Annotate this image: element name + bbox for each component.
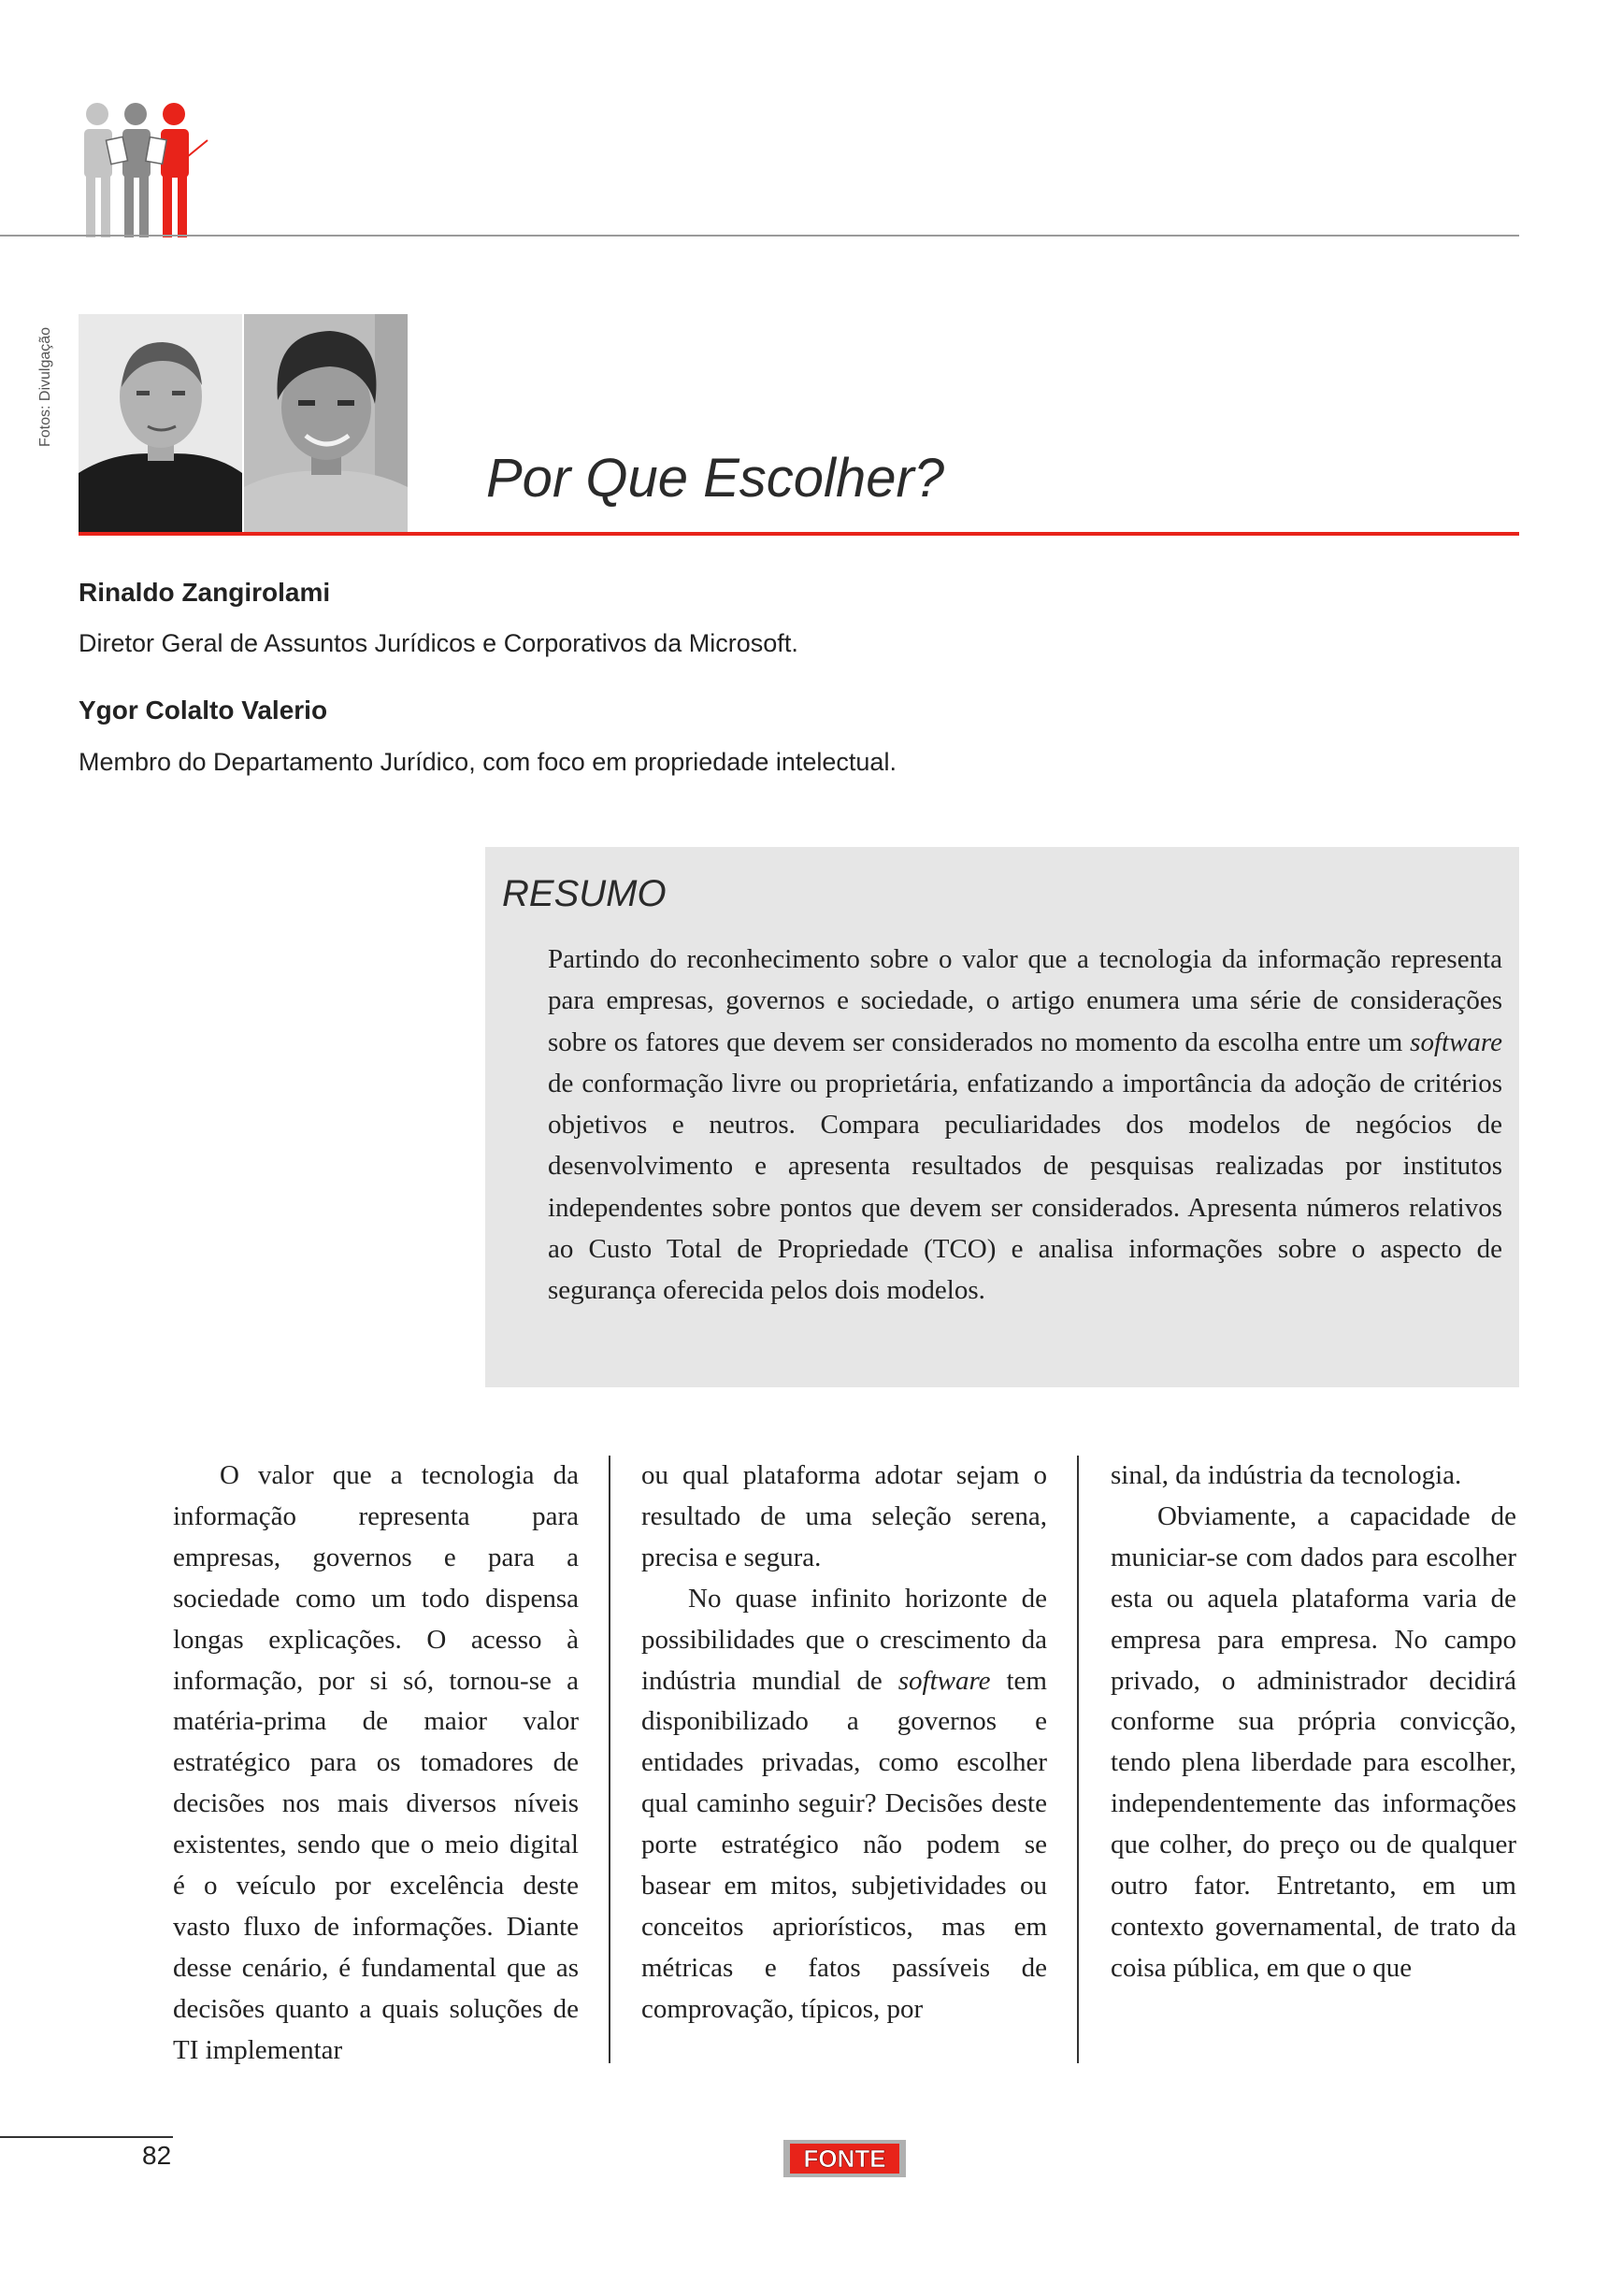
paragraph: ou qual plataforma adotar sejam o resultado de uma seleção serena, precisa e segura.	[641, 1460, 1047, 1572]
title-rule	[79, 532, 1519, 536]
footer-rule	[0, 2136, 173, 2138]
abstract-box	[485, 847, 1519, 1387]
paragraph: O valor que a tecnologia da informação representa para empresas, governos e para a sociedade como um todo dispensa longas explicações. O acesso à informação, por si só, tornou-se a matéria-prima de maior valor estratégico para os tomadores de decisões nos mais diversos níveis existentes, sendo que o meio digital é o veículo por excelência deste vasto fluxo de informações. Diante desse cenário, é fundamental que as decisões quanto a quais soluções de TI implementar	[173, 1460, 579, 2065]
abstract-heading: RESUMO	[502, 873, 667, 914]
paragraph	[641, 1579, 1047, 2031]
author-name: Rinaldo Zangirolami	[79, 578, 331, 607]
article-title: Por Que Escolher?	[486, 448, 945, 509]
author-role: Membro do Departamento Jurídico, com foco em propriedade intelectual.	[79, 748, 897, 776]
author-name: Ygor Colalto Valerio	[79, 696, 328, 725]
author-photo-rinaldo	[79, 314, 242, 533]
paragraph-part: tem disponibilizado a governos e entidades privadas, como escolher qual caminho seguir? Decisões deste porte estratégico não podem se basear em mitos, subjetividades ou conceitos apriorísticos, mas em métricas e fatos passíveis de comprovação, típicos, por	[641, 1665, 1047, 2024]
abstract-text	[548, 939, 1502, 1312]
paragraph-part: No quase infinito horizonte de possibilidades que o crescimento da indústria mundial de	[641, 1583, 1047, 1696]
body-column-2	[641, 1456, 1047, 2031]
paragraph: sinal, da indústria da tecnologia.	[1111, 1460, 1462, 1490]
people-figures-icon	[77, 101, 217, 237]
paragraph: Obviamente, a capacidade de municiar-se com dados para escolher esta ou aquela plataforma varia de empresa para empresa. No campo privado, o administrador decidirá conforme sua própria convicção, tendo plena liberdade para escolher, independentemente das informações que colher, do preço ou de qualquer outro fator. Entretanto, em um contexto governamental, de trato da coisa pública, em que o que	[1111, 1500, 1516, 1983]
abstract-text-part: Partindo do reconhecimento sobre o valor que a tecnologia da informação representa para empresas, governos e sociedade, o artigo enumera uma série de considerações sobre os fatores que devem ser considerados no momento da escolha entre um	[548, 944, 1502, 1057]
author-photo-ygor	[244, 314, 408, 533]
body-column-1	[173, 1456, 579, 2072]
header-rule	[0, 235, 1519, 237]
photo-credit: Fotos: Divulgação	[37, 326, 53, 447]
brand-text: FONTE	[803, 2145, 886, 2173]
author-role: Diretor Geral de Assuntos Jurídicos e Corporativos da Microsoft.	[79, 629, 798, 657]
paragraph-emphasis: software	[897, 1665, 991, 1696]
column-rule	[609, 1456, 610, 2063]
page-number: 82	[142, 2141, 172, 2170]
abstract-text-part: de conformação livre ou proprietária, enfatizando a importância da adoção de critérios objetivos e neutros. Compara peculiaridades dos modelos de negócios de desenvolvimento e apresenta resultados de pesquisas realizadas por institutos independentes sobre pontos que devem ser considerados. Apresenta números relativos ao Custo Total de Propriedade (TCO) e analisa informações sobre o aspecto de segurança oferecida pelos dois modelos.	[548, 1068, 1502, 1306]
column-rule	[1077, 1456, 1079, 2063]
body-column-3	[1111, 1456, 1516, 1989]
fonte-logo	[783, 2140, 906, 2177]
abstract-emphasis: software	[1410, 1026, 1502, 1057]
